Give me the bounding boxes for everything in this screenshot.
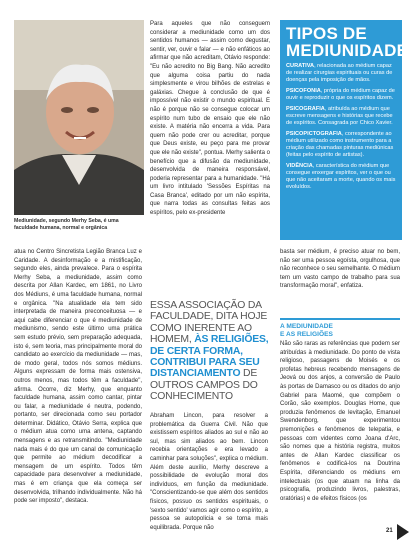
sidebar-item xyxy=(286,106,398,127)
body-column-2 xyxy=(150,20,270,218)
body-text: Para aqueles que não conseguem considerar a mediunidade como um dos sentidos humanos — assim como degustar, sentir, ver, ouvir e falar — e não enfáticos ao afirmar que não acreditam, Otávio responde: "Eu não acredito no Big Bang. Não acredito que alguma coisa partiu do nada simplesmente e virou bilhões de estrelas e galáxias. Chegue à conclusão de que é impossível não existir o mundo espiritual. E não é porque não se consegue colocar um espírito num tubo de ensaio que ele não existe. A matéria não encerra a vida. Para quem não pode crer ou acreditar, porque que Deus existe, eu peço para me provar que ele não existe", pontua. Merhy salienta o benefício que a difusão da mediunidade, desenvolvida de maneira responsável, poderia representar para a humanidade. "Há um livro intitulado 'Sessões Espíritas na Casa Branca', editado por um não espírita, que narra todas as consultas feitas aos espíritos, pelo ex-presidente xyxy=(150,21,270,217)
body-column-3 xyxy=(280,248,400,291)
subhead-line2: E AS RELIGIÕES xyxy=(280,331,333,338)
pull-quote xyxy=(150,300,270,403)
pull-quote-text-end: DE OUTROS CAMPOS DO CONHECIMENTO xyxy=(150,368,258,403)
sidebar-item xyxy=(286,63,398,84)
sidebar-item-term: PSICOGRAFIA xyxy=(286,106,325,112)
body-column-1 xyxy=(14,248,142,506)
body-text: Não são raras as referências que podem ser atribuídas à mediunidade. Do ponto de vista religioso, passagens de Moisés e os profetas hebreus recebendo mensagens de Jeová ou dos anjos, a conversão de Paulo às portas de Damasco ou os ditados do anjo Gabriel para Maomé, que compõem o Corão, são exemplos. Douglas Home, que produzia fenômenos de levitação, Emanuel Swendenborg, que experimentou premonições e fenômenos de telepatia, e pessoas com videntes como Joana d'Arc, são nomes que a história registra, muitos antes de Allan Kardec classificar os fenômenos e codificá-los na Doutrina Espírita, diferenciando os médiuns em intelectuais (os que atuam na linha da psicografia, produzindo livros, palestras, oratórias) e de efeitos físicos (os xyxy=(280,341,400,502)
sidebar-list xyxy=(286,63,398,195)
sidebar-title xyxy=(286,25,408,59)
sidebar-item-term: VIDÊNCIA xyxy=(286,163,313,169)
body-column-2-lower xyxy=(150,412,268,532)
pull-quote-text: ESSA ASSOCIAÇÃO DA FACULDADE, DITA HOJE COMO INERENTE AO HOMEM, xyxy=(150,300,268,346)
sidebar-item-term: CURATIVA xyxy=(286,63,315,69)
next-page-arrow-icon xyxy=(397,524,409,540)
body-column-3-lower xyxy=(280,340,400,503)
photo-caption: Mediunidade, segundo Merhy Seba, é uma faculdade humana, normal e orgânica xyxy=(14,218,119,231)
subhead-rule xyxy=(280,318,400,320)
body-text: basta ser médium, é preciso atuar no bem, não ser uma pessoa egoísta, orgulhosa, que não reconhece o seu semelhante. O médium tem um vasto campo de trabalho para sua transformação moral", enfatiza. xyxy=(280,249,400,290)
sidebar-item xyxy=(286,163,398,191)
sidebar-item-desc: , relacionada ao médium capaz de realizar cirurgias espirituais ou curas de doenças pela imposição de mãos. xyxy=(286,63,393,83)
portrait-illustration xyxy=(14,20,144,215)
section-subhead xyxy=(280,318,400,339)
sidebar-title-line1: TIPOS DE xyxy=(286,24,367,43)
subhead-line1: A MEDIUNIDADE xyxy=(280,323,333,330)
portrait-photo xyxy=(14,20,144,215)
sidebar-item-term: PSICOFONIA xyxy=(286,88,321,94)
sidebar-item xyxy=(286,131,398,159)
sidebar-item xyxy=(286,88,398,102)
sidebar-item-desc: , própria do médium capaz de ouvir e reproduzir o que os espíritos dizem. xyxy=(286,88,395,101)
body-text: Abraham Lincon, para resolver a problemática da Guerra Civil. Não que existissem espíritos aliados ao sul e não ao sul, mas sim aliados ao bem. Lincon recebia orientações e era levado a caminhar para soluções", explica o médium. Além deste auxílio, Merhy descreve a possibilidade de evolução moral dos indivíduos, em função da mediunidade. "Conscientizando-se que além dos sentidos físicos, possuo os sentidos espirituais, o 'sexto sentido' vamos agir como o espírito, a pessoa se autopolicia e se torna mais equilibrada. Porque não xyxy=(150,413,269,531)
pull-quote-highlight: ÀS RELIGIÕES, DE CERTA FORMA, CONTRIBUI PARA SEU DISTANCIAMENTO xyxy=(150,334,269,380)
body-text: atua no Centro Sincretista Legião Branca Luz e Caridade. A desinformação e a mistificação, segundo eles, ainda prevalece. Para o espírita Merhy Seba, a mediunidade, assim como descrita por Allan Kardec, em 1861, no Livro dos Médiuns, é uma faculdade humana, normal e orgânica. "Na atualidade ela tem sido interpretada de maneira preconceituosa — e aqui cabe diferenciar o que é mediunidade de mediunismo, sendo este último uma prática sem estudo prévio, sem preparação adequada, isto é, sem teoria, mas principalmente moral do candidato ao exercício da mediunidade — mas, de modo geral, todos nós somos médiuns. Alguns expressam de forma mais ostensiva, outros menos, mas todos têm a faculdade", afirma. Ocorre, diz Merhy, que enquanto faculdade humana, assim como cantar, pintar ou falar, a mediunidade é neutra, podendo, portanto, ser direcionada como seu portador determinar. Didático, Otávio Serra, explica que o médium atua como uma antena, captando mensagens e as retransmitindo. "Mediunidade nada mais é do que um canal de comunicação que permite ao médium decodificar a mensagem de um espírito. Todos têm capacidade para desenvolver a mediunidade, mas é em criança que ela começa ser desenvolvida, trilhando individualmente. Não há pode ser imposto", destaca. xyxy=(14,249,142,505)
sidebar-item-term: PSICOPICTOGRAFIA xyxy=(286,131,342,137)
sidebar-item-desc: , atribuída ao médium que escreve mensagens e histórias que recebe de espíritos. Consagrada por Chico Xavier. xyxy=(286,106,393,126)
sidebar-box xyxy=(280,20,409,240)
page-number: 21 xyxy=(386,528,393,534)
sidebar-item-desc: , correspondente ao médium utilizado como instrumento para a criação das chamadas pinturas mediúnicas (feitas pelo espírito de artistas). xyxy=(286,131,394,158)
sidebar-item-desc: , característica do médium que consegue enxergar espíritos, ver o que ou que não aceitaram a morte, quando os mais evoluídos. xyxy=(286,163,396,190)
sidebar-title-line2: MEDIUNIDADE xyxy=(286,41,409,60)
